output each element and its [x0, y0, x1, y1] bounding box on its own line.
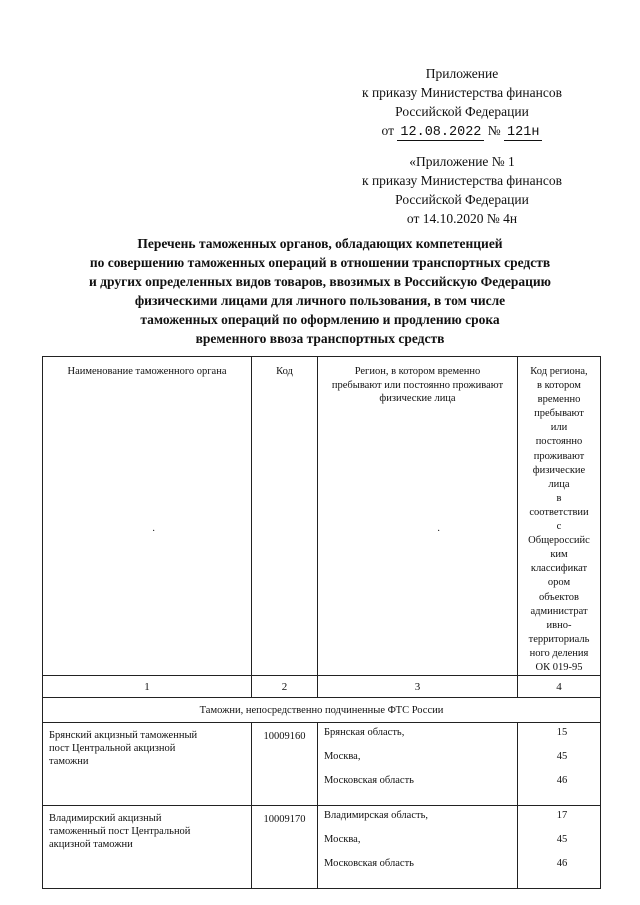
approval-order: к приказу Министерства финансов: [362, 85, 562, 100]
header-region-code-line: ного деления: [529, 647, 589, 659]
customs-code: 10009170: [252, 806, 318, 889]
approval-date-line: от 12.08.2022 № 121н: [332, 121, 592, 141]
header-region-code-line: объектов: [538, 591, 580, 603]
customs-name: Брянский акцизный таможенный пост Центральной акцизной таможни: [43, 723, 252, 806]
header-region-code-line: ким: [550, 549, 568, 561]
region-code-list: 15 45 46: [518, 723, 601, 806]
header-region-code-line: с: [556, 521, 562, 533]
approval-title: Приложение: [425, 66, 499, 81]
table-row: [43, 723, 601, 806]
header-region-code-line: в котором: [537, 380, 581, 392]
header-region-code-line: пребывают: [534, 408, 584, 420]
approval-block: [332, 64, 592, 141]
customs-name: Владимирский акцизный таможенный пост Центральной акцизной таможни: [43, 806, 252, 889]
header-region-code-line: физические: [532, 464, 586, 476]
header-region: Регион, в котором временно пребывают или постоянно проживают физические лица: [318, 357, 518, 676]
header-region-code-line: ивно-: [546, 619, 572, 631]
table-header-row: [43, 357, 601, 676]
approval-country: Российской Федерации: [395, 104, 529, 119]
header-region-code-line: классификат: [530, 563, 588, 575]
column-number-row: 1 2 3 4: [43, 676, 601, 698]
header-region-code-line: Общероссийс: [528, 535, 590, 547]
region-code-list: 17 45 46: [518, 806, 601, 889]
section-row: [43, 698, 601, 723]
header-region-code-line: ОК 019-95: [535, 661, 583, 673]
header-code: Код: [252, 357, 318, 676]
header-name: Наименование таможенного органа: [43, 357, 252, 676]
document-title: Перечень таможенных органов, обладающих компетенцией по совершению таможенных операций в отношении транспортных средств и других определенных видов товаров, ввозимых в Российскую Федерацию физическими лицами для личного пользования, в том числе таможенных операций по оформлению и продлению срока временного ввоза транспортных средств: [89, 236, 551, 346]
header-region-code-line: проживают: [533, 450, 585, 462]
header-region-code-line: временно: [537, 394, 581, 406]
scan-speck: ·: [152, 526, 156, 537]
scan-speck: ·: [437, 526, 441, 537]
header-region-code-line: постоянно: [535, 436, 583, 448]
section-title: Таможни, непосредственно подчиненные ФТС России: [43, 698, 601, 723]
original-appendix-block: «Приложение № 1 к приказу Министерства финансов Российской Федерации от 14.10.2020 № 4н: [362, 154, 562, 226]
header-region-code-line: ором: [547, 577, 571, 589]
header-region-code-line: лица: [548, 478, 570, 490]
region-list: Брянская область, Москва, Московская область: [318, 723, 518, 806]
approval-number: 121н: [504, 125, 542, 141]
header-region-code-line: соответствии: [529, 506, 589, 518]
customs-table: [42, 356, 601, 889]
header-region-code-line: территориаль: [528, 633, 590, 645]
header-region-code-line: в: [556, 492, 562, 504]
header-region-code-line: администрат: [530, 605, 588, 617]
region-list: Владимирская область, Москва, Московская область: [318, 806, 518, 889]
approval-date: 12.08.2022: [397, 125, 484, 141]
customs-code: 10009160: [252, 723, 318, 806]
table-row: [43, 806, 601, 889]
header-region-code-line: или: [550, 422, 568, 434]
header-region-code-line: Код региона,: [530, 366, 588, 377]
header-region-code: [518, 357, 601, 676]
